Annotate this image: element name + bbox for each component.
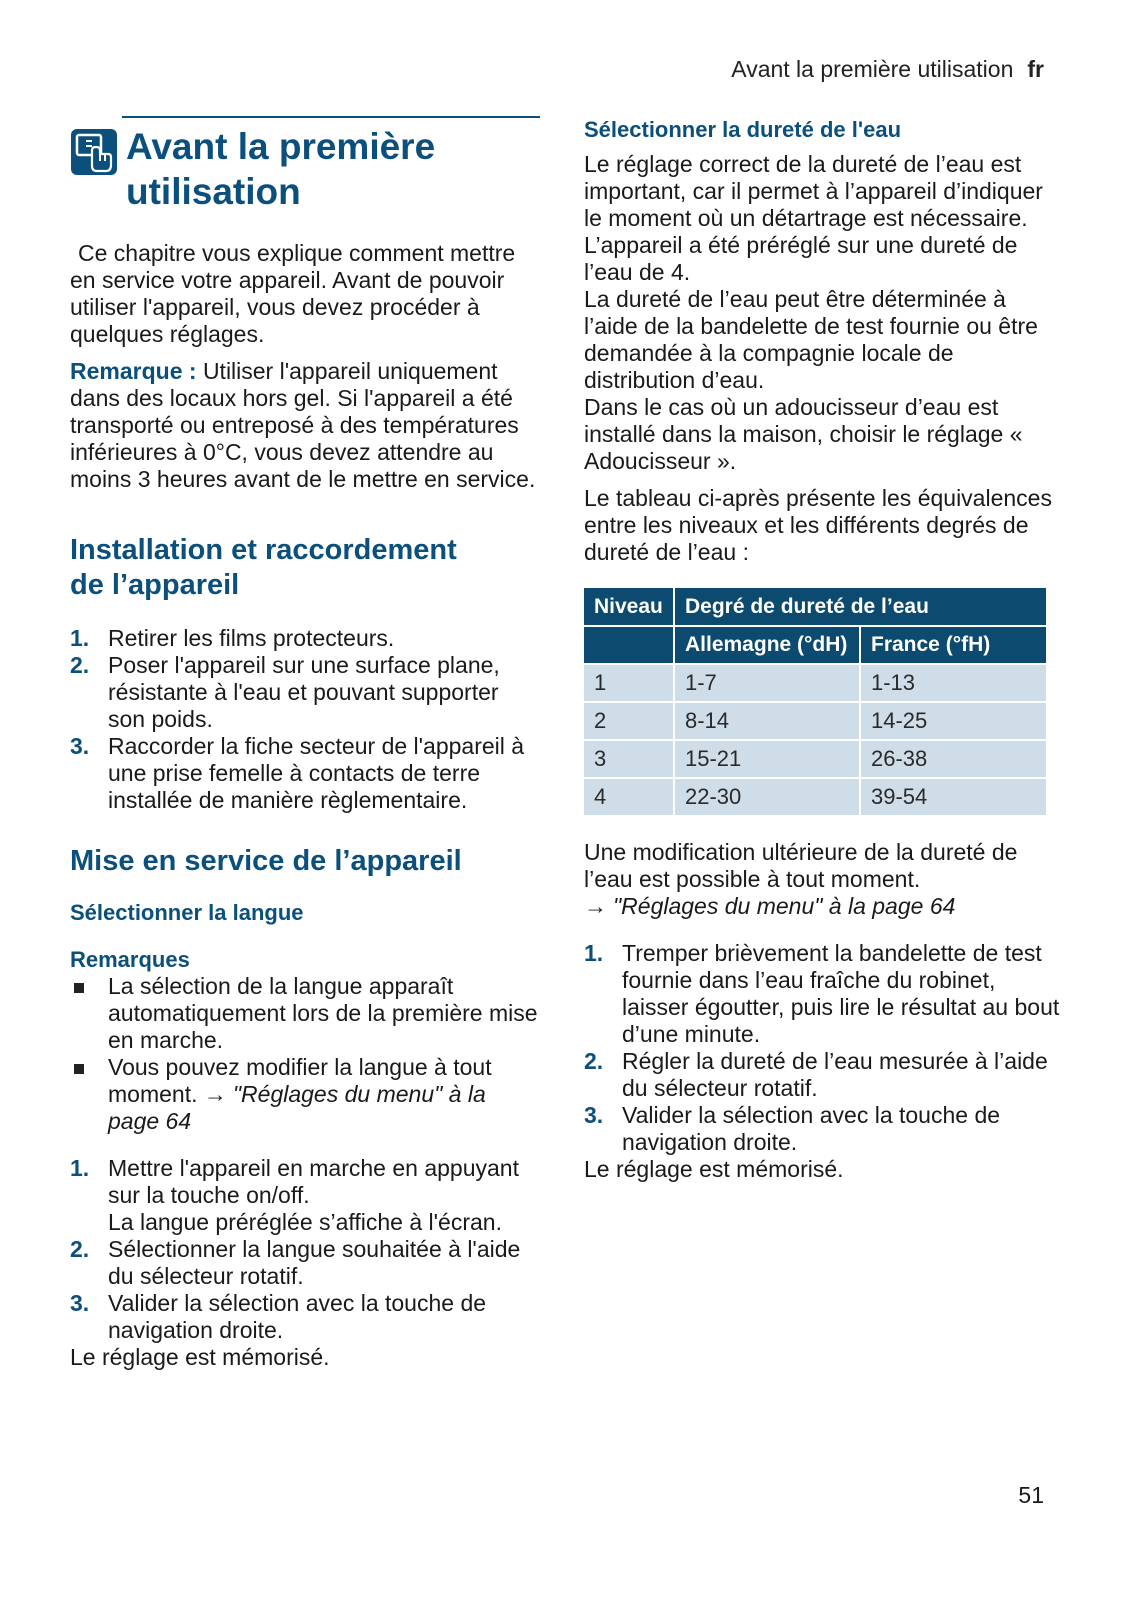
language-code: fr — [1027, 56, 1044, 82]
step-text: Régler la dureté de l’eau mesurée à l’aide du sélecteur rotatif. — [622, 1048, 1048, 1101]
cell-france: 39-54 — [860, 778, 1046, 816]
hardness-para2: Le tableau ci-après présente les équivalences entre les niveaux et les différents degrés de dureté de l’eau : — [584, 485, 1052, 565]
remarks-list — [70, 973, 540, 1135]
intro-paragraph: Ce chapitre vous explique comment mettre en service votre appareil. Avant de pouvoir utiliser l'appareil, vous devez procéder à quelques réglages. — [70, 240, 516, 347]
step-number: 2. — [584, 1048, 604, 1074]
chapter-title-line2: utilisation — [126, 171, 301, 212]
chapter-heading — [70, 124, 540, 214]
chapter-title — [126, 124, 435, 214]
cell-level: 3 — [584, 740, 674, 778]
col-header-degree: Degré de dureté de l’eau — [674, 588, 1046, 626]
cell-level: 2 — [584, 702, 674, 740]
cell-germany: 22-30 — [674, 778, 860, 816]
hardness-para1-b: La dureté de l’eau peut être déterminée à l’aide de la bandelette de test fournie ou être demandée à la compagnie locale de distribution d’eau. — [584, 286, 1038, 393]
language-result: Le réglage est mémorisé. — [70, 1344, 330, 1370]
installation-heading-line1: Installation et raccordement — [70, 534, 457, 566]
step-number: 3. — [70, 733, 90, 759]
step-text: Mettre l'appareil en marche en appuyant sur la touche on/off. — [108, 1155, 519, 1208]
step-number: 3. — [584, 1102, 604, 1128]
page-number: 51 — [1018, 1482, 1044, 1508]
table-row — [584, 664, 1046, 702]
table-row — [584, 740, 1046, 778]
bullet-text: Vous pouvez modifier la langue à tout moment. — [108, 1054, 492, 1107]
hardness-para3 — [584, 839, 1060, 920]
col-header-level: Niveau — [584, 588, 674, 626]
remark-paragraph — [70, 358, 540, 493]
arrow-right-icon: → — [584, 893, 607, 919]
list-item — [70, 973, 540, 1054]
hardness-table — [584, 588, 1046, 817]
step-text: Valider la sélection avec la touche de navigation droite. — [108, 1290, 487, 1343]
language-heading: Sélectionner la langue — [70, 900, 304, 925]
step-number: 1. — [584, 940, 604, 966]
col-header-france: France (°fH) — [860, 626, 1046, 664]
cell-germany: 8-14 — [674, 702, 860, 740]
col-header-empty — [584, 626, 674, 664]
hardness-steps — [584, 940, 1060, 1156]
table-row — [584, 702, 1046, 740]
bullet-square-icon — [70, 973, 108, 1054]
bullet-text: La sélection de la langue apparaît automatiquement lors de la première mise en marche. — [108, 973, 538, 1053]
step-number: 1. — [70, 1155, 90, 1181]
cell-germany: 1-7 — [674, 664, 860, 702]
chapter-rule — [122, 116, 540, 118]
step-text: Tremper brièvement la bandelette de test fournie dans l’eau fraîche du robinet, laisser égoutter, puis lire le résultat au bout d’une minute. — [622, 940, 1060, 1047]
list-item — [584, 1102, 1060, 1156]
arrow-right-icon: → — [203, 1081, 227, 1107]
step-number: 2. — [70, 652, 90, 678]
cell-germany: 15-21 — [674, 740, 860, 778]
right-column — [584, 116, 1060, 1183]
hand-press-icon — [70, 128, 118, 176]
step-text: Poser l'appareil sur une surface plane, résistante à l'eau et pouvant supporter son poids. — [108, 652, 500, 732]
installation-heading-line2: de l’appareil — [70, 569, 240, 601]
list-item — [70, 625, 540, 652]
list-item — [70, 1054, 540, 1135]
installation-steps — [70, 625, 540, 814]
step-number: 2. — [70, 1236, 90, 1262]
table-row — [584, 778, 1046, 816]
running-header — [731, 56, 1044, 83]
table-header-row — [584, 588, 1046, 626]
table-subheader-row — [584, 626, 1046, 664]
step-extra-text: La langue préréglée s’affiche à l'écran. — [108, 1209, 502, 1235]
installation-heading — [70, 533, 540, 603]
water-hardness-heading: Sélectionner la dureté de l'eau — [584, 117, 902, 142]
remark-label: Remarque : — [70, 358, 197, 384]
cell-level: 4 — [584, 778, 674, 816]
cell-level: 1 — [584, 664, 674, 702]
list-item — [70, 652, 540, 733]
list-item — [70, 1236, 540, 1290]
list-item — [70, 733, 540, 814]
cell-france: 26-38 — [860, 740, 1046, 778]
cell-france: 14-25 — [860, 702, 1046, 740]
hardness-para1-c: Dans le cas où un adoucisseur d’eau est installé dans la maison, choisir le réglage « Adoucisseur ». — [584, 394, 1023, 474]
step-text: Valider la sélection avec la touche de navigation droite. — [622, 1102, 1001, 1155]
commissioning-heading: Mise en service de l’appareil — [70, 845, 462, 877]
chapter-title-line1: Avant la première — [126, 126, 436, 167]
step-text: Sélectionner la langue souhaitée à l'aide du sélecteur rotatif. — [108, 1236, 521, 1289]
remark-text: Utiliser l'appareil uniquement dans des locaux hors gel. Si l'appareil a été transporté ou entreposé à des températures inférieures à 0°C, vous devez attendre au moins 3 heures avant de le mettre en service. — [70, 358, 536, 492]
bullet-square-icon — [70, 1054, 108, 1135]
cross-reference-link[interactable]: "Réglages du menu" à la page 64 — [108, 1081, 486, 1134]
step-number: 1. — [70, 625, 90, 651]
cell-france: 1-13 — [860, 664, 1046, 702]
col-header-germany: Allemagne (°dH) — [674, 626, 860, 664]
left-column — [70, 116, 540, 1371]
hardness-result: Le réglage est mémorisé. — [584, 1156, 844, 1182]
list-item — [70, 1290, 540, 1344]
language-steps — [70, 1155, 540, 1344]
step-text: Retirer les films protecteurs. — [108, 625, 395, 651]
hardness-para1-a: Le réglage correct de la dureté de l’eau est important, car il permet à l’appareil d’indiquer le moment où un détartrage est nécessaire. L’appareil a été préréglé sur une dureté de l’eau de 4. — [584, 151, 1043, 285]
cross-reference-link[interactable]: "Réglages du menu" à la page 64 — [613, 893, 956, 919]
list-item — [584, 940, 1060, 1048]
running-title: Avant la première utilisation — [731, 56, 1014, 82]
list-item — [70, 1155, 540, 1236]
step-number: 3. — [70, 1290, 90, 1316]
remarks-heading: Remarques — [70, 947, 190, 972]
step-text: Raccorder la fiche secteur de l'appareil à une prise femelle à contacts de terre installée de manière règlementaire. — [108, 733, 525, 813]
list-item — [584, 1048, 1060, 1102]
hardness-para3-text: Une modification ultérieure de la dureté de l’eau est possible à tout moment. — [584, 839, 1018, 892]
